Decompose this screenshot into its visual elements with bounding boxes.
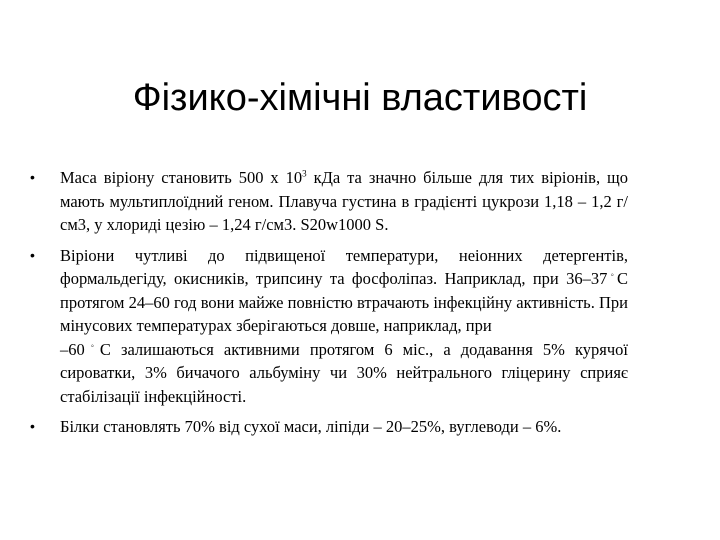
degree-sign: ◦: [607, 269, 617, 280]
bullet-item-mass: [30, 166, 628, 237]
bullet-text-continued: [60, 338, 628, 409]
degree-sign: ◦: [84, 340, 100, 350]
bullet-text: Білки становлять 70% від сухої маси, ліпіди – 20–25%, вуглеводи – 6%.: [60, 417, 562, 436]
bullet-text: Маса віріону становить 500 x 10: [60, 168, 303, 187]
bullet-dot: •: [30, 169, 35, 185]
bullet-text: кДа та значно більше для тих віріонів, що мають мультиплоїдний геном. Плавуча густина в градієнті цукрози 1,18 – 1,2 г/см3, у хлориді цезію – 1,24 г/см3. S20w1000 S.: [60, 168, 628, 234]
slide-title: Фізико-хімічні властивості: [132, 77, 588, 119]
bullet-item-composition: [30, 415, 628, 439]
bullet-text: С протягом 24–60 год вони майже повністю втрачають інфекційну активність. При мінусових температурах зберігаються довше, наприклад, при: [60, 269, 628, 335]
bullet-text-block: [60, 246, 628, 336]
bullet-dot: •: [30, 418, 35, 434]
exponent: 3: [302, 168, 307, 179]
bullet-dot: •: [30, 246, 35, 263]
bullet-item-sensitivity: [30, 244, 628, 409]
bullet-list: [30, 166, 628, 446]
bullet-text: С залишаються активними протягом 6 міс., а додавання 5% курячої сироватки, 3% бичачого альбуміну чи 30% нейтрального гліцерину сприяє стабілізації інфекційності.: [60, 339, 628, 406]
bullet-text: –60: [60, 339, 85, 359]
bullet-text: Віріони чутливі до підвищеної температури, неіонних детергентів, формальдегіду, окисників, трипсину та фосфоліпаз. Наприклад, при 36–37: [60, 245, 628, 288]
